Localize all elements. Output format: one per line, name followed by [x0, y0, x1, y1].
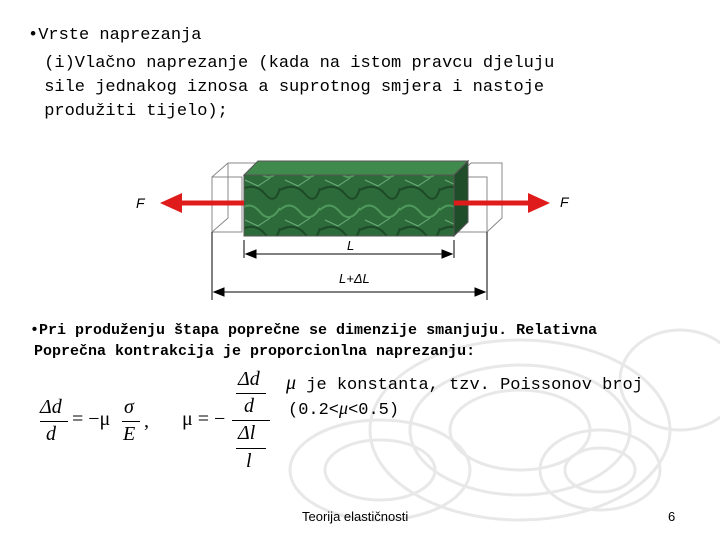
force-label-right: F [560, 194, 569, 210]
mu-symbol: μ [286, 372, 297, 394]
equation-1 [38, 396, 168, 452]
page-number: 6 [668, 509, 676, 524]
para2-line1: •Pri produženju štapa poprečne se dimenzije smanjuju. Relativna [30, 322, 598, 339]
equation-2 [180, 368, 280, 478]
eq1-fden: E [123, 423, 136, 445]
eq1-tail: , [144, 410, 149, 432]
eq1-den: d [46, 423, 56, 445]
force-label-left: F [136, 195, 145, 211]
length-label: L [347, 238, 355, 253]
length-extended-label: L+ΔL [339, 271, 370, 286]
para1-line2: sile jednakog iznosa a suprotnog smjera i nastoje [34, 78, 545, 97]
mu-line1: je konstanta, tzv. Poissonov broj [296, 376, 643, 395]
bar-front [244, 175, 454, 236]
eq2-den1: d [244, 395, 254, 417]
para1-line1: (i)Vlačno naprezanje (kada na istom pravcu djeluju [34, 54, 555, 73]
mu-description [286, 371, 643, 398]
bar-top [244, 161, 468, 175]
eq1-mid: = −μ [72, 408, 111, 430]
mu-range-left: (0.2< [288, 401, 340, 420]
footer-title: Teorija elastičnosti [302, 509, 409, 524]
para2-line2: Poprečna kontrakcija je proporcionlna naprezanju: [34, 343, 476, 360]
mu-range [288, 396, 399, 423]
para1-line3: produžiti tijelo); [34, 102, 228, 121]
eq2-den2: l [246, 450, 252, 472]
mu-range-right: <0.5) [348, 401, 400, 420]
bar-side [454, 161, 468, 236]
force-arrow-left [160, 193, 244, 213]
eq2-num1: Δd [238, 368, 260, 390]
eq2-lhs: μ = − [182, 408, 226, 430]
eq2-num2: Δl [238, 422, 256, 444]
eq1-fnum: σ [124, 396, 134, 418]
heading: •Vrste naprezanja [28, 26, 202, 45]
eq1-num: Δd [40, 396, 62, 418]
mu-range-symbol: μ [339, 398, 349, 418]
